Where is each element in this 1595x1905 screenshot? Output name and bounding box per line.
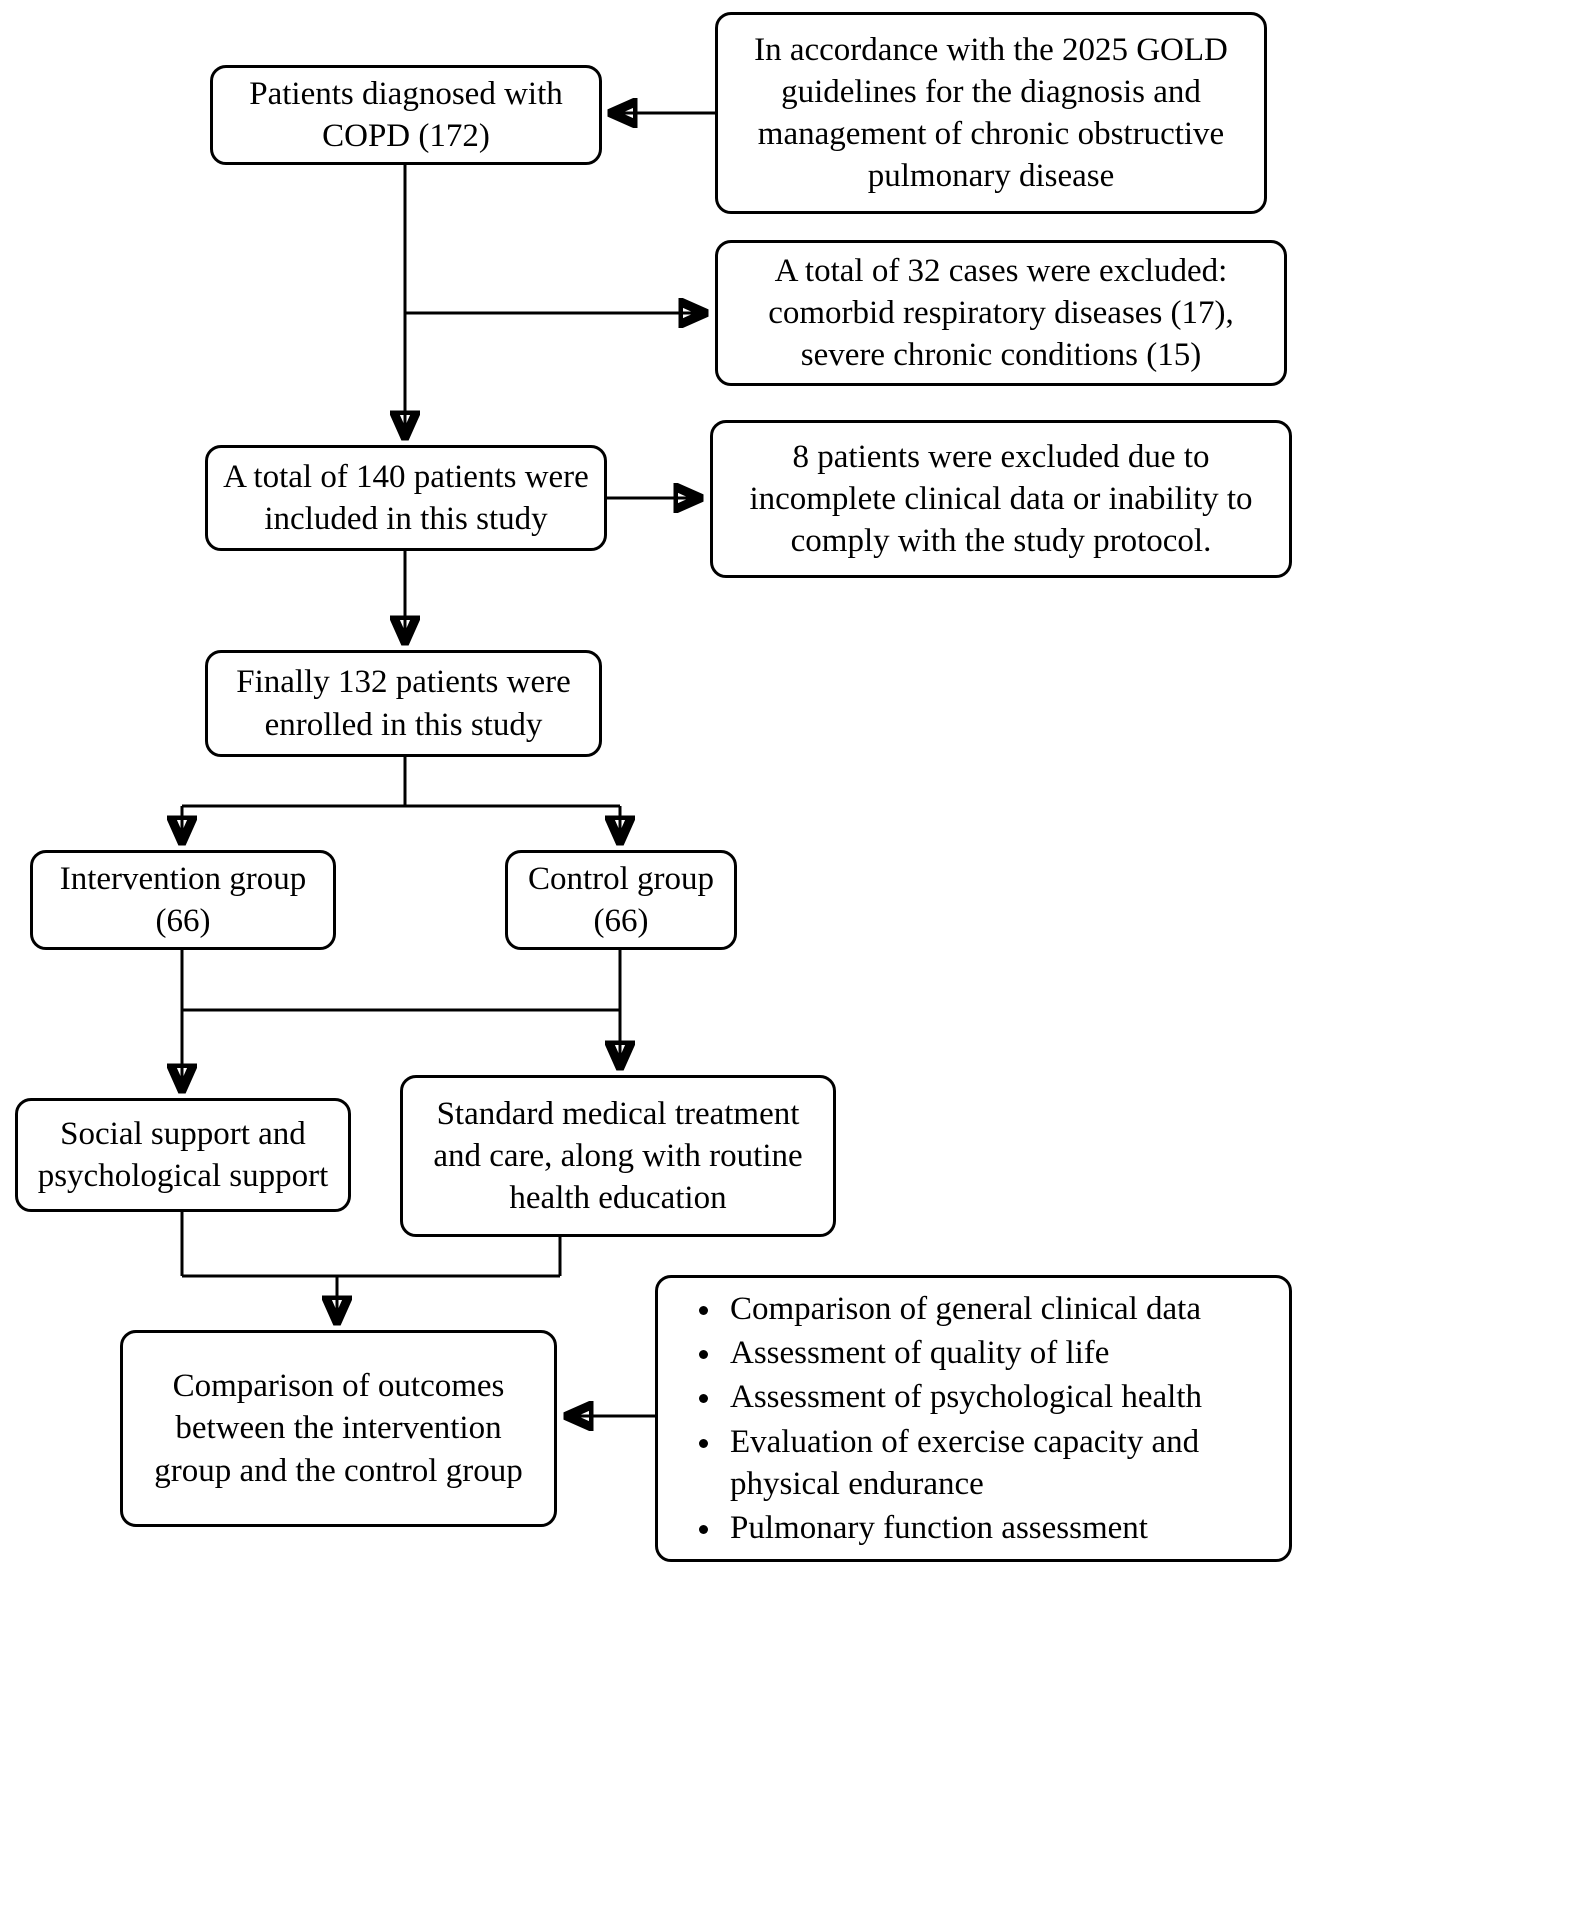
box-comparison-outcomes: [120, 1330, 557, 1527]
box-excluded-8: [710, 420, 1292, 578]
intervention-group-label: Intervention group (66): [59, 860, 307, 939]
box-gold-guidelines: [715, 12, 1267, 214]
gold-guidelines-label: In accordance with the 2025 GOLD guidelines for the diagnosis and management of chronic obstructive pulmonary disease: [754, 31, 1228, 195]
box-included-140: [205, 445, 607, 551]
control-group-label: Control group (66): [527, 860, 715, 939]
box-patients-diagnosed: [210, 65, 602, 165]
box-standard-treatment: [400, 1075, 836, 1237]
box-assessment-list: [655, 1275, 1292, 1562]
included-140-label: A total of 140 patients were included in this study: [223, 458, 589, 537]
box-control-group: [505, 850, 737, 950]
comparison-outcomes-label: Comparison of outcomes between the intervention group and the control group: [154, 1368, 523, 1489]
assessment-item: • Comparison of general clinical data: [724, 1288, 1275, 1330]
box-social-support: [15, 1098, 351, 1212]
patients-diagnosed-label: Patients diagnosed with COPD (172): [249, 75, 563, 154]
excluded-32-label: A total of 32 cases were excluded: comorbid respiratory diseases (17), severe chronic conditions (15): [768, 252, 1234, 374]
social-support-label: Social support and psychological support: [37, 1115, 329, 1194]
excluded-8-label: 8 patients were excluded due to incomplete clinical data or inability to comply with the study protocol.: [749, 438, 1253, 560]
box-enrolled-132: [205, 650, 602, 757]
box-excluded-32: [715, 240, 1287, 386]
assessment-item: • Pulmonary function assessment: [724, 1507, 1275, 1549]
assessment-item: • Assessment of quality of life: [724, 1332, 1275, 1374]
assessment-item: • Evaluation of exercise capacity and physical endurance: [724, 1421, 1275, 1505]
assessment-list: [672, 1286, 1275, 1551]
box-intervention-group: [30, 850, 336, 950]
assessment-item: • Assessment of psychological health: [724, 1376, 1275, 1418]
enrolled-132-label: Finally 132 patients were enrolled in this study: [236, 664, 571, 743]
standard-treatment-label: Standard medical treatment and care, along with routine health education: [433, 1095, 803, 1217]
